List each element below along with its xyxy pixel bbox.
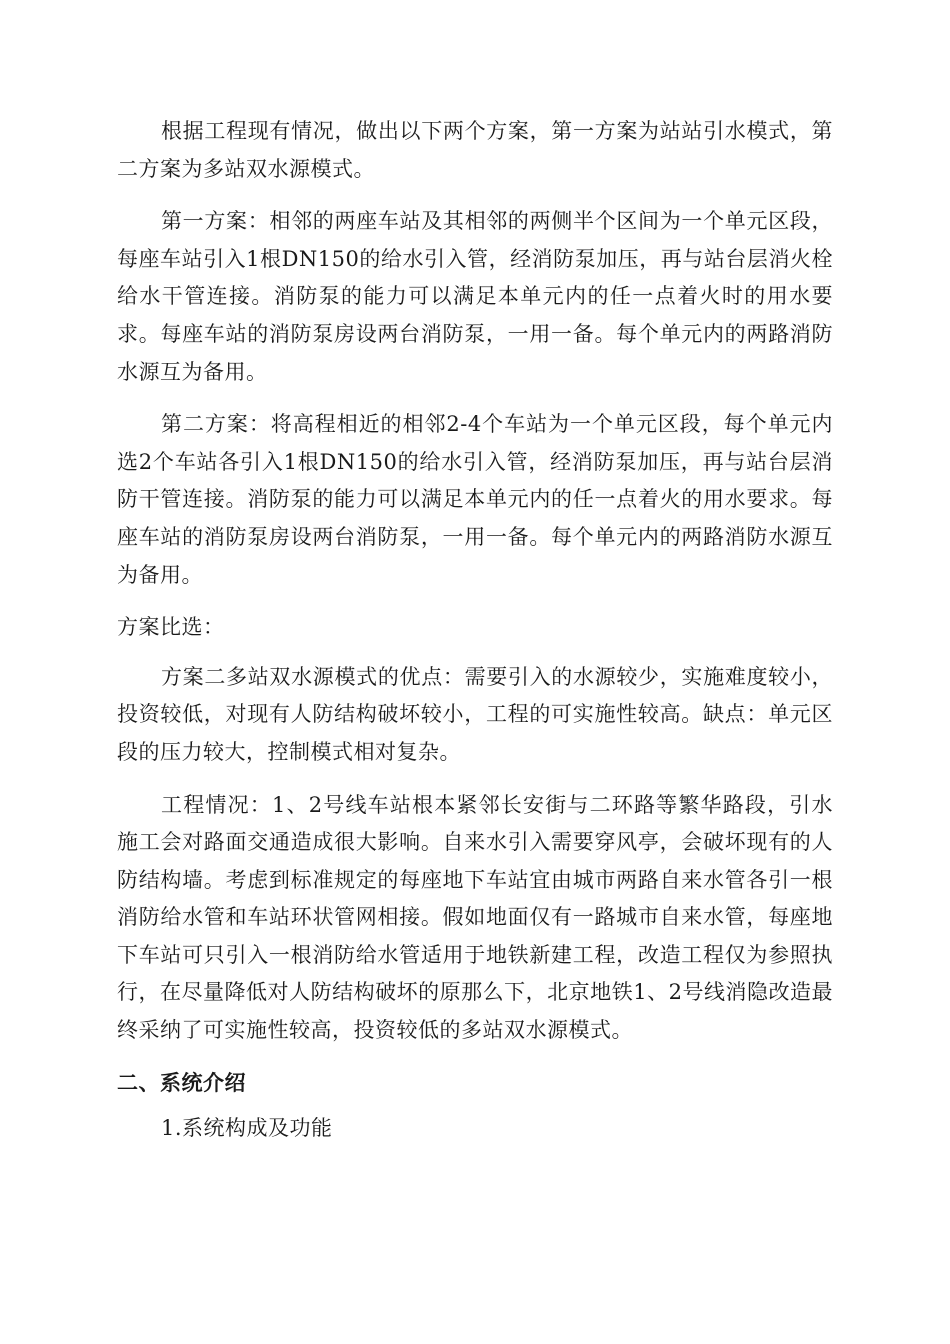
paragraph-comparison: 方案二多站双水源模式的优点：需要引入的水源较少，实施难度较小，投资较低，对现有人防结构破坏较小，工程的可实施性较高。缺点：单元区段的压力较大，控制模式相对复杂。: [117, 664, 833, 764]
subsection-heading: 1.系统构成及功能: [161, 1116, 333, 1141]
paragraph-scheme-one: 第一方案：相邻的两座车站及其相邻的两侧半个区间为一个单元区段，每座车站引入1根DN150的给水引入管，经消防泵加压，再与站台层消火栓给水干管连接。消防泵的能力可以满足本单元内的任一点着火时的用水要求。每座车站的消防泵房设两台消防泵，一用一备。每个单元内的两路消防水源互为备用。: [117, 209, 833, 384]
paragraph-comparison-label: 方案比选：: [117, 615, 225, 640]
paragraph-scheme-two: 第二方案：将高程相近的相邻2-4个车站为一个单元区段，每个单元内选2个车站各引入1根DN150的给水引入管，经消防泵加压，再与站台层消防干管连接。消防泵的能力可以满足本单元内的任一点着火的用水要求。每座车站的消防泵房设两台消防泵，一用一备。每个单元内的两路消防水源互为备用。: [117, 412, 833, 587]
document-page: [117, 113, 833, 1148]
paragraph-intro: 根据工程现有情况，做出以下两个方案，第一方案为站站引水模式，第二方案为多站双水源模式。: [117, 119, 833, 181]
paragraph-project-situation: 工程情况：1、2号线车站根本紧邻长安街与二环路等繁华路段，引水施工会对路面交通造成很大影响。自来水引入需要穿风亭，会破坏现有的人防结构墙。考虑到标准规定的每座地下车站宜由城市两路自来水管各引一根消防给水管和车站环状管网相接。假如地面仅有一路城市自来水管，每座地下车站可只引入一根消防给水管适用于地铁新建工程，改造工程仅为参照执行，在尽量降低对人防结构破坏的原那么下，北京地铁1、2号线消隐改造最终采纳了可实施性较高，投资较低的多站双水源模式。: [117, 792, 833, 1043]
section-heading: 二、系统介绍: [117, 1070, 246, 1095]
